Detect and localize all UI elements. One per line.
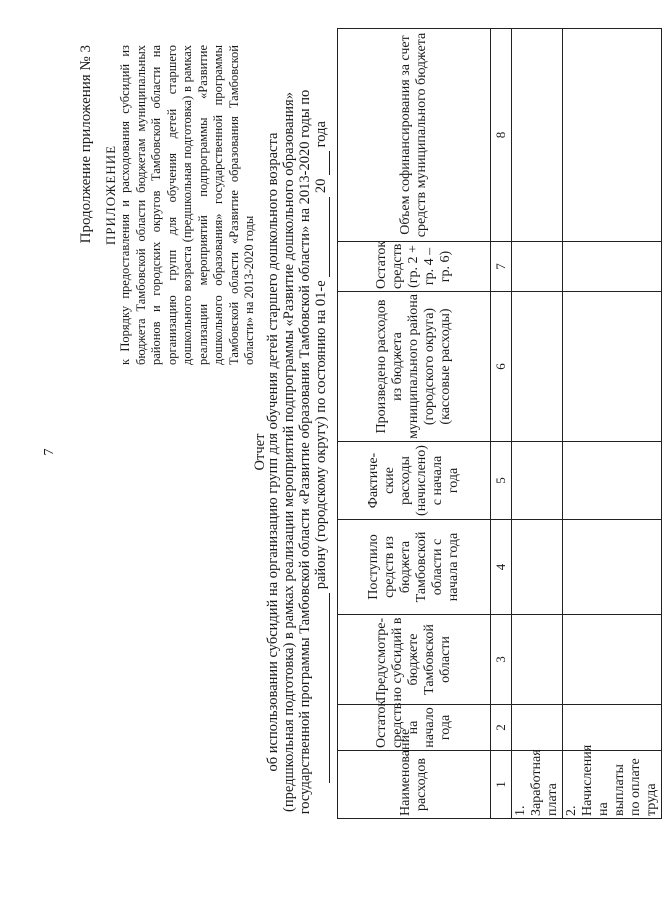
district-blank	[313, 593, 330, 783]
table-cell	[563, 292, 662, 442]
table-cell	[512, 615, 563, 705]
table-row	[512, 29, 563, 819]
header-cell: Наименование расходов	[338, 751, 491, 819]
column-number: 4	[491, 520, 512, 615]
column-number: 6	[491, 292, 512, 442]
header-cell: Остаток средств на начало года	[338, 705, 491, 751]
table-cell	[512, 292, 563, 442]
year-blank	[313, 151, 330, 175]
header-cell: Предусмотре-но субсидий в бюджете Тамбовской области	[338, 615, 491, 705]
table-cell	[563, 242, 662, 292]
table-cell	[563, 520, 662, 615]
report-line-1: об использовании субсидий на организацию групп для обучения детей старшего дошкольного возраста	[265, 132, 281, 772]
report-table	[337, 28, 662, 819]
report-line-3: государственной программы Тамбовской области «Развитие образования Тамбовской области» на 2013-2020 годы по	[297, 89, 313, 815]
date-blank	[313, 197, 330, 277]
table-cell	[512, 705, 563, 751]
appendix-title: ПРИЛОЖЕНИЕ	[103, 144, 118, 246]
table-cell	[512, 29, 563, 242]
continuation-note: Продолжение приложения № 3	[78, 45, 94, 244]
table-row	[563, 29, 662, 819]
column-number: 5	[491, 442, 512, 520]
column-number-row	[491, 29, 512, 819]
header-cell: Поступило средств из бюджета Тамбовской области с начала года	[338, 520, 491, 615]
column-number: 2	[491, 705, 512, 751]
table-cell	[563, 705, 662, 751]
table-cell	[563, 29, 662, 242]
report-line-2: (предшкольная подготовка) в рамках реализации мероприятий подпрограммы «Развитие дошкольного образования»	[281, 92, 297, 812]
report-line-4-pre: району (городскому округу) по состоянию на 01-е	[313, 280, 329, 590]
header-cell: Объем софинансирования за счет средств муниципального бюджета	[338, 29, 491, 242]
report-line-4	[313, 39, 330, 865]
report-title: Отчет	[252, 433, 268, 471]
table-cell	[512, 442, 563, 520]
table-cell	[563, 442, 662, 520]
row-label: 1. Заработная плата	[512, 751, 563, 819]
table-cell	[563, 615, 662, 705]
page-number: 7	[42, 448, 57, 456]
header-cell: Остаток средств (гр. 2 + гр. 4 – гр. 6)	[338, 242, 491, 292]
header-cell: Фактиче-ские расходы (начислено) с начала года	[338, 442, 491, 520]
table-cell	[512, 520, 563, 615]
header-cell: Произведено расходов из бюджета муниципального района (городского округа) (кассовые расходы)	[338, 292, 491, 442]
report-line-4-year: 20	[313, 178, 329, 194]
report-line-4-end: года	[313, 121, 329, 148]
column-number: 1	[491, 751, 512, 819]
column-number: 8	[491, 29, 512, 242]
row-label: 2. Начисления на выплаты по оплате труда	[563, 751, 662, 819]
column-number: 7	[491, 242, 512, 292]
header-row	[338, 29, 491, 819]
column-number: 3	[491, 615, 512, 705]
table-cell	[512, 242, 563, 292]
report-subtitle	[265, 39, 330, 865]
appendix-text: к Порядку предоставления и расходования субсидий из бюджета Тамбовской области бюджетам муниципальных районов и городских округов Тамбовской области на организацию групп для обучения детей старшего дошкольного возраста (предшкольная подготовка) в рамках реализации мероприятий подпрограммы «Развитие дошкольного образования» государственной программы Тамбовской области «Развитие образования Тамбовской области» на 2013-2020 годы	[118, 45, 256, 365]
